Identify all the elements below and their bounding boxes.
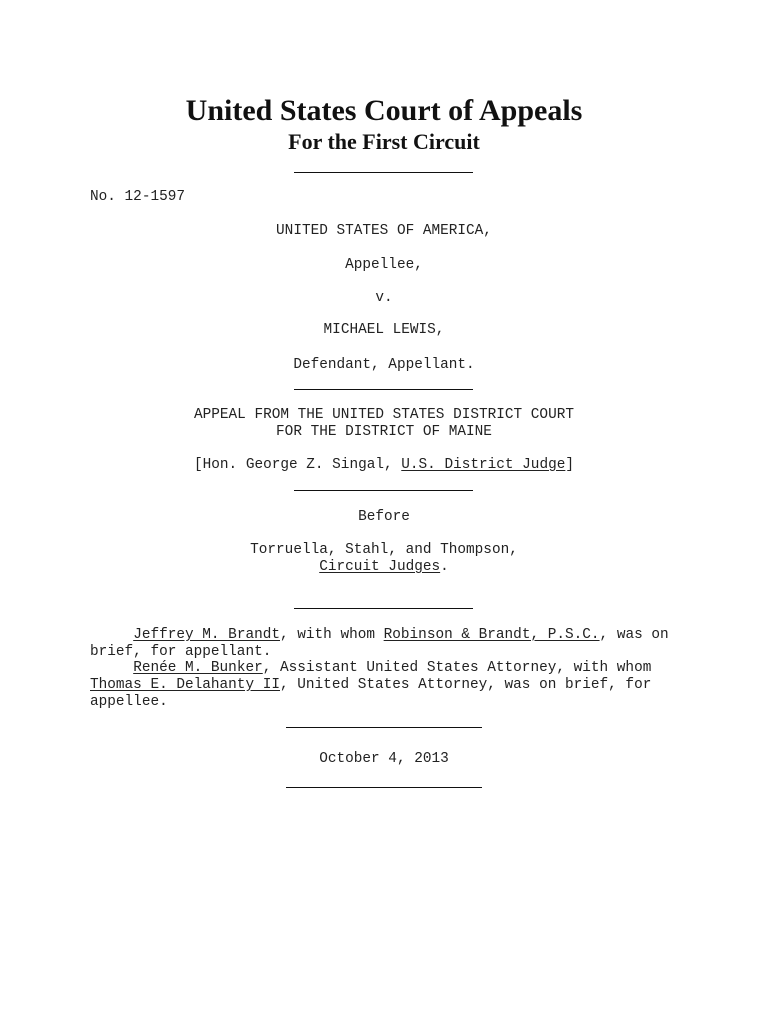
circuit-judges-title: Circuit Judges: [319, 559, 441, 575]
panel-judges-title: [0, 559, 768, 576]
divider-rule: [294, 389, 473, 390]
appeal-line-2: FOR THE DISTRICT OF MAINE: [276, 424, 492, 440]
indent: [90, 660, 133, 676]
before-label: Before: [358, 509, 410, 525]
defendant-role: Defendant, Appellant.: [293, 357, 475, 373]
court-title: United States Court of Appeals: [185, 94, 583, 127]
indent: [90, 627, 133, 643]
district-judge: [0, 457, 768, 474]
appellee-counsel-line-3: appellee.: [90, 694, 168, 710]
district-judge-name: [Hon. George Z. Singal,: [194, 457, 402, 473]
plaintiff-role: Appellee,: [345, 257, 423, 273]
circuit-judges-period: .: [440, 559, 449, 575]
district-judge-close: ]: [565, 457, 574, 473]
appellant-firm: Robinson & Brandt, P.S.C.: [383, 627, 600, 643]
case-number: No. 12-1597: [90, 189, 185, 205]
panel-judges: Torruella, Stahl, and Thompson,: [250, 542, 518, 558]
decision-date: October 4, 2013: [319, 751, 449, 767]
us-attorney-name: Thomas E. Delahanty II: [90, 677, 280, 693]
divider-rule: [294, 608, 473, 609]
divider-rule: [294, 172, 473, 173]
appellant-counsel-line-1: [90, 627, 690, 644]
appellee-counsel-line-1: [90, 660, 690, 677]
defendant-name: MICHAEL LEWIS,: [323, 322, 445, 338]
appellee-counsel-line-2: [90, 677, 690, 694]
appellee-line-1-rest: , Assistant United States Attorney, with whom: [262, 660, 652, 676]
divider-rule: [286, 727, 482, 728]
district-judge-title: U.S. District Judge: [401, 457, 566, 473]
appellee-line-2-rest: , United States Attorney, was on brief, for: [280, 677, 652, 693]
versus: v.: [375, 290, 393, 306]
divider-rule: [286, 787, 482, 788]
appellant-line-end: , was on: [599, 627, 669, 643]
divider-rule: [294, 490, 473, 491]
appellant-counsel-line-2: brief, for appellant.: [90, 644, 272, 660]
appellee-counsel-name: Renée M. Bunker: [133, 660, 263, 676]
appellant-counsel-name: Jeffrey M. Brandt: [133, 627, 280, 643]
appellant-with: , with whom: [280, 627, 384, 643]
court-subtitle: For the First Circuit: [288, 129, 480, 154]
appeal-line-1: APPEAL FROM THE UNITED STATES DISTRICT COURT: [194, 407, 574, 423]
plaintiff-name: UNITED STATES OF AMERICA,: [276, 223, 492, 239]
